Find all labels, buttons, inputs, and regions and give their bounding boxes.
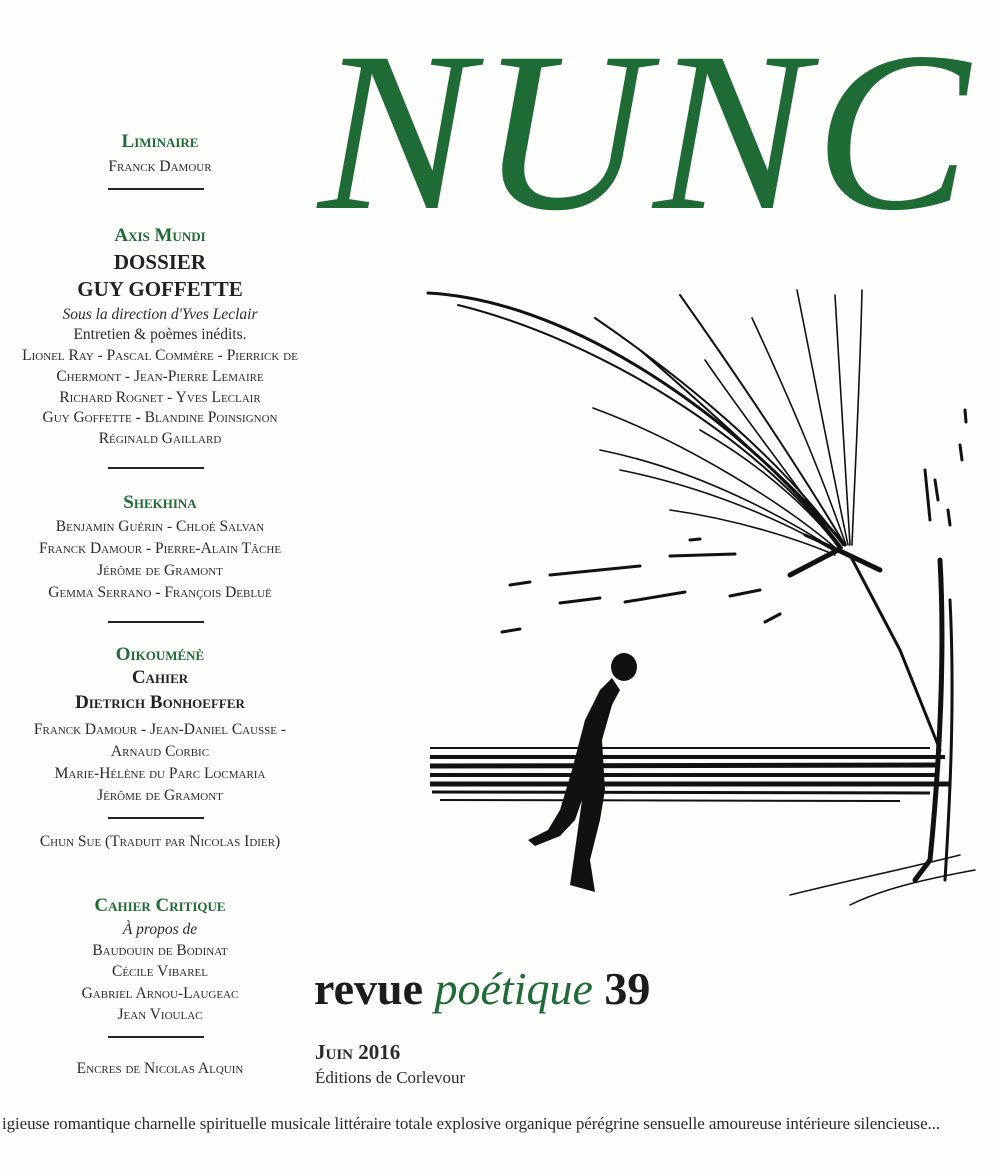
radiating-strokes [428,290,940,750]
author-line: Arnaud Corbic [110,743,210,760]
intro-line: À propos de [122,921,198,938]
author-line: Gemma Serrano - François Debluë [48,584,272,601]
walking-figure [528,653,637,892]
dossier-subject: GUY GOFFETTE [77,277,243,301]
author-line: Jérôme de Gramont [97,562,223,579]
dash-marks [502,539,780,632]
section-heading-axis-mundi: Axis Mundi [114,225,206,246]
author-line: Franck Damour - Jean-Daniel Causse - [33,721,287,738]
author-line: Franck Damour [108,158,212,175]
author-line: Benjamin Guérin - Chloé Salvan [55,518,265,535]
direction-line: Sous la direction d'Yves Leclair [62,306,258,323]
author-line: Lionel Ray - Pascal Commère - Pierrick de [22,347,298,364]
author-line: Marie-Hélène du Parc Locmaria [54,765,266,782]
author-line: Chermont - Jean-Pierre Lemaire [56,368,264,385]
section-heading-oikoumene: Oikouménè [115,644,205,665]
section-heading-cahier-critique: Cahier Critique [94,895,226,916]
author-line: Baudouin de Bodinat [92,942,228,959]
subtitle-poetique: poétique [434,963,593,1014]
author-line: Franck Damour - Pierre-Alain Tâche [38,540,282,557]
author-line: Gabriel Arnou-Laugeac [81,985,239,1002]
author-line: Réginald Gaillard [98,430,222,447]
right-vertical-strokes [790,410,975,905]
note-line: Entretien & poèmes inédits. [73,326,247,343]
subtitle-revue: revue [314,963,424,1014]
author-line: Jean Vioulac [117,1006,203,1023]
section-heading-shekhina: Shekhina [123,492,197,513]
author-line: Jérôme de Gramont [97,787,223,804]
footer-tagline: igieuse romantique charnelle spirituelle musicale littéraire totale explosive organique pérégrine sensuelle amoureuse intérieure silencieuse... [2,1114,940,1133]
issue-number: 39 [604,963,651,1014]
horizontal-band [430,748,950,801]
section-heading-liminaire: Liminaire [121,131,199,152]
issue-date: Juin 2016 [315,1040,401,1064]
translation-line: Chun Sue (Traduit par Nicolas Idier) [39,833,281,850]
cahier-subject: Dietrich Bonhoeffer [75,692,245,713]
encres-credit: Encres de Nicolas Alquin [76,1060,244,1077]
author-line: Guy Goffette - Blandine Poinsignon [42,409,278,426]
publisher: Éditions de Corlevour [315,1068,466,1087]
author-line: Richard Rognet - Yves Leclair [59,389,261,406]
dossier-label: DOSSIER [113,250,207,274]
author-line: Cécile Vibarel [111,963,208,980]
cahier-label: Cahier [131,667,189,688]
magazine-title: NUNC [318,6,976,258]
subtitle [314,962,650,1015]
